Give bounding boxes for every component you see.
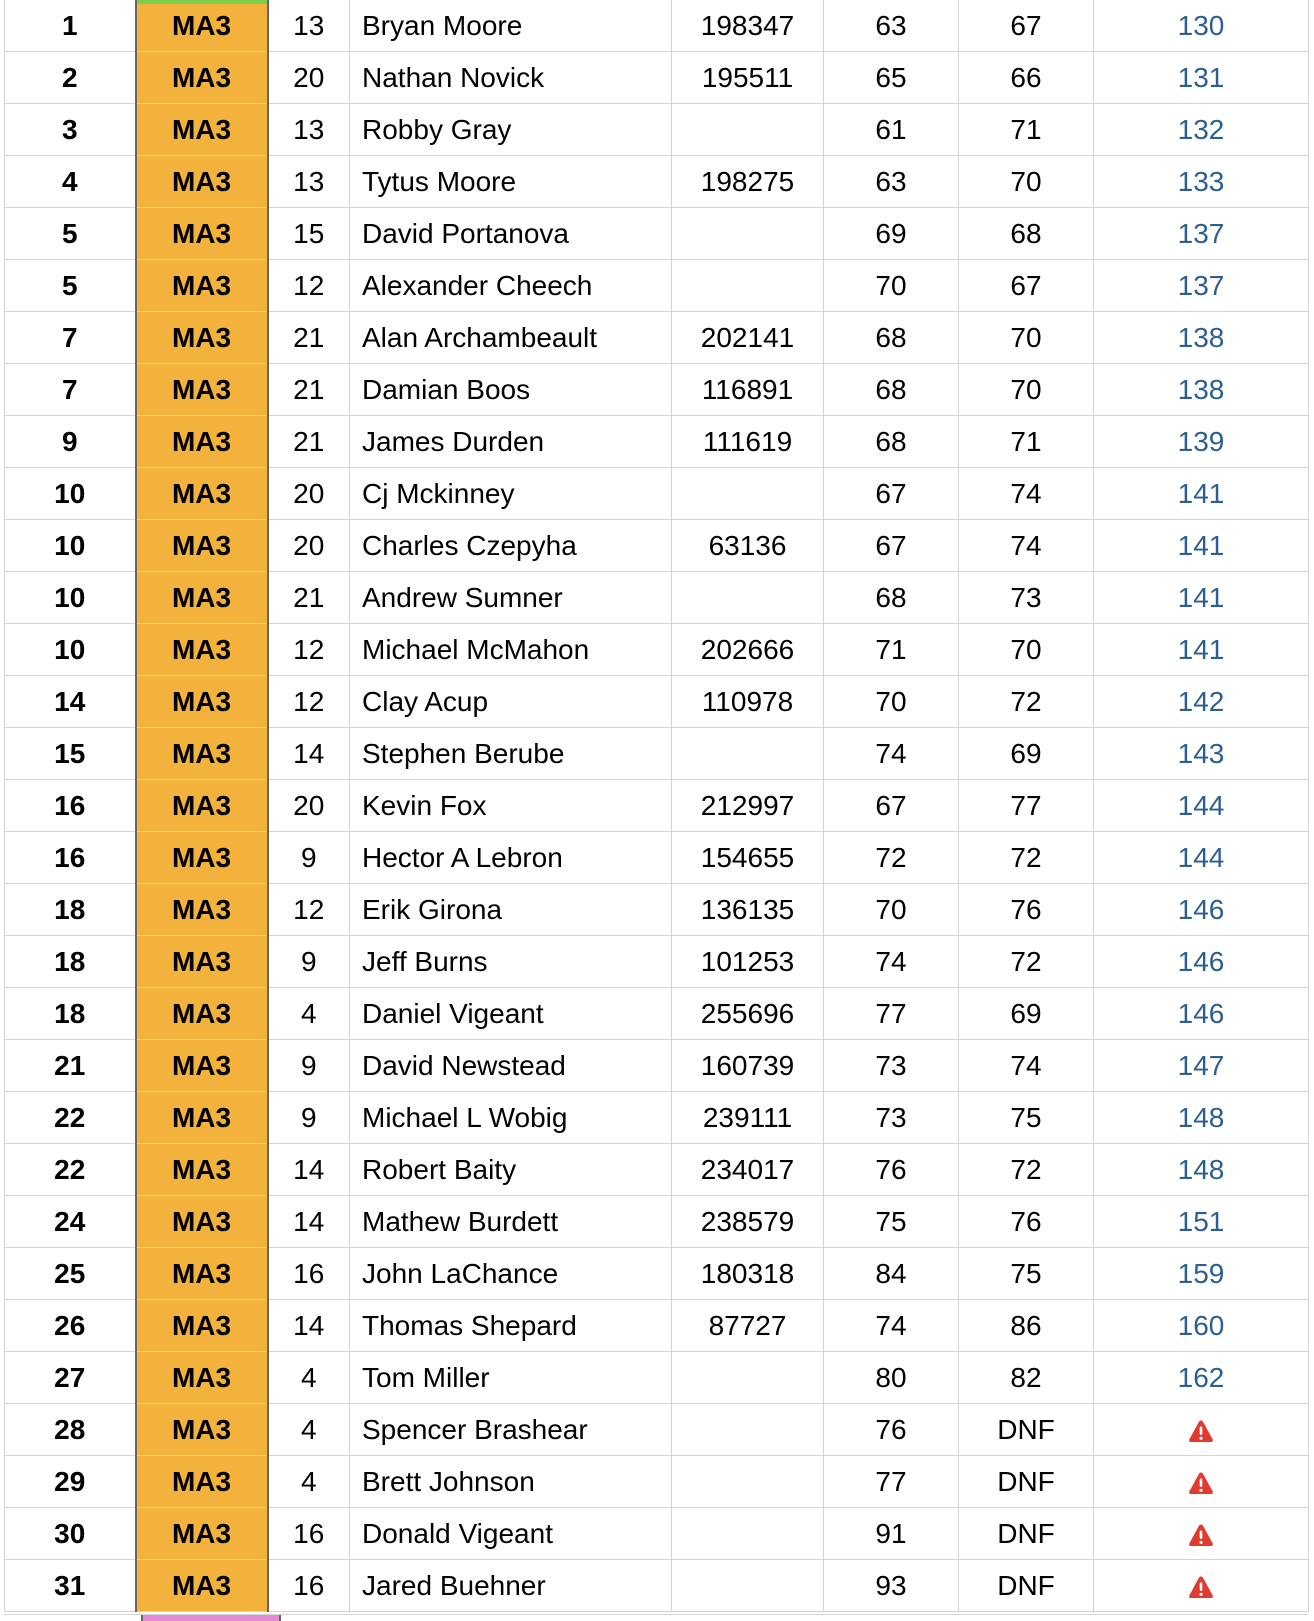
division-cell[interactable]: MA3 (136, 260, 268, 312)
round-1-score-cell[interactable]: 93 (824, 1560, 959, 1612)
rating-cell[interactable]: 13 (268, 156, 350, 208)
place-cell[interactable]: 22 (5, 1092, 136, 1144)
rating-cell[interactable]: 12 (268, 624, 350, 676)
round-2-score-cell[interactable]: 70 (959, 156, 1094, 208)
rating-cell[interactable]: 14 (268, 1300, 350, 1352)
pdga-number-cell[interactable] (672, 728, 824, 780)
round-2-score-cell[interactable]: 71 (959, 416, 1094, 468)
round-1-score-cell[interactable]: 73 (824, 1092, 959, 1144)
pdga-number-cell[interactable]: 255696 (672, 988, 824, 1040)
table-row[interactable] (5, 1456, 1309, 1508)
rating-cell[interactable]: 12 (268, 260, 350, 312)
place-cell[interactable]: 4 (5, 156, 136, 208)
table-row[interactable] (5, 1040, 1309, 1092)
round-2-score-cell[interactable]: 70 (959, 364, 1094, 416)
player-name-cell[interactable]: Damian Boos (350, 364, 672, 416)
total-score-cell[interactable]: 141 (1094, 468, 1309, 520)
round-1-score-cell[interactable]: 72 (824, 832, 959, 884)
rating-cell[interactable]: 12 (268, 884, 350, 936)
total-score-cell[interactable]: 138 (1094, 364, 1309, 416)
division-cell[interactable]: MA3 (136, 104, 268, 156)
round-1-score-cell[interactable]: 63 (824, 156, 959, 208)
player-name-cell[interactable]: Robby Gray (350, 104, 672, 156)
pdga-number-cell[interactable] (672, 1404, 824, 1456)
pdga-number-cell[interactable]: 239111 (672, 1092, 824, 1144)
division-cell[interactable]: MA3 (136, 0, 268, 52)
round-1-score-cell[interactable]: 65 (824, 52, 959, 104)
round-2-score-cell[interactable]: 70 (959, 624, 1094, 676)
division-cell[interactable]: MA3 (136, 624, 268, 676)
round-2-score-cell[interactable]: 72 (959, 936, 1094, 988)
table-row[interactable] (5, 364, 1309, 416)
place-cell[interactable]: 5 (5, 260, 136, 312)
place-cell[interactable]: 24 (5, 1196, 136, 1248)
player-name-cell[interactable]: Michael L Wobig (350, 1092, 672, 1144)
total-score-cell[interactable]: 142 (1094, 676, 1309, 728)
total-score-cell[interactable]: 147 (1094, 1040, 1309, 1092)
round-2-score-cell[interactable]: 86 (959, 1300, 1094, 1352)
total-score-cell[interactable]: 141 (1094, 572, 1309, 624)
total-score-cell[interactable]: 138 (1094, 312, 1309, 364)
table-row[interactable] (5, 260, 1309, 312)
rating-cell[interactable]: 4 (268, 988, 350, 1040)
round-1-score-cell[interactable]: 71 (824, 624, 959, 676)
player-name-cell[interactable]: Alan Archambeault (350, 312, 672, 364)
place-cell[interactable]: 14 (5, 676, 136, 728)
rating-cell[interactable]: 20 (268, 520, 350, 572)
rating-cell[interactable]: 20 (268, 52, 350, 104)
round-2-score-cell[interactable]: 70 (959, 312, 1094, 364)
round-1-score-cell[interactable]: 70 (824, 884, 959, 936)
table-row[interactable] (5, 1352, 1309, 1404)
round-2-score-cell[interactable]: 67 (959, 0, 1094, 52)
place-cell[interactable]: 18 (5, 988, 136, 1040)
place-cell[interactable]: 16 (5, 780, 136, 832)
round-2-score-cell[interactable]: 69 (959, 988, 1094, 1040)
place-cell[interactable]: 29 (5, 1456, 136, 1508)
division-cell[interactable]: MA3 (136, 780, 268, 832)
division-cell[interactable]: MA3 (136, 1456, 268, 1508)
round-2-score-cell[interactable]: 66 (959, 52, 1094, 104)
round-2-score-cell[interactable]: 67 (959, 260, 1094, 312)
total-score-cell[interactable]: 144 (1094, 832, 1309, 884)
round-1-score-cell[interactable]: 76 (824, 1144, 959, 1196)
total-score-cell[interactable] (1094, 1456, 1309, 1508)
division-cell[interactable]: MA3 (136, 156, 268, 208)
place-cell[interactable]: 10 (5, 520, 136, 572)
pdga-number-cell[interactable]: 154655 (672, 832, 824, 884)
table-row[interactable] (5, 1300, 1309, 1352)
player-name-cell[interactable]: Clay Acup (350, 676, 672, 728)
rating-cell[interactable]: 4 (268, 1456, 350, 1508)
table-row[interactable] (5, 416, 1309, 468)
total-score-cell[interactable]: 151 (1094, 1196, 1309, 1248)
place-cell[interactable]: 27 (5, 1352, 136, 1404)
round-2-score-cell[interactable]: 76 (959, 1196, 1094, 1248)
round-1-score-cell[interactable]: 74 (824, 728, 959, 780)
pdga-number-cell[interactable] (672, 1456, 824, 1508)
pdga-number-cell[interactable]: 195511 (672, 52, 824, 104)
place-cell[interactable]: 10 (5, 572, 136, 624)
player-name-cell[interactable]: John LaChance (350, 1248, 672, 1300)
rating-cell[interactable]: 12 (268, 676, 350, 728)
rating-cell[interactable]: 9 (268, 832, 350, 884)
pdga-number-cell[interactable]: 63136 (672, 520, 824, 572)
table-row[interactable] (5, 624, 1309, 676)
player-name-cell[interactable]: Bryan Moore (350, 0, 672, 52)
total-score-cell[interactable]: 162 (1094, 1352, 1309, 1404)
round-1-score-cell[interactable]: 84 (824, 1248, 959, 1300)
warning-triangle-icon[interactable] (1188, 1523, 1214, 1547)
division-cell[interactable]: MA3 (136, 1196, 268, 1248)
round-1-score-cell[interactable]: 61 (824, 104, 959, 156)
pdga-number-cell[interactable] (672, 1352, 824, 1404)
round-2-score-cell[interactable]: DNF (959, 1560, 1094, 1612)
table-row[interactable] (5, 884, 1309, 936)
pdga-number-cell[interactable]: 234017 (672, 1144, 824, 1196)
player-name-cell[interactable]: Kevin Fox (350, 780, 672, 832)
total-score-cell[interactable] (1094, 1560, 1309, 1612)
division-cell[interactable]: MA3 (136, 1352, 268, 1404)
division-cell[interactable]: MA3 (136, 208, 268, 260)
place-cell[interactable]: 15 (5, 728, 136, 780)
division-cell[interactable]: MA3 (136, 884, 268, 936)
round-2-score-cell[interactable]: DNF (959, 1508, 1094, 1560)
total-score-cell[interactable]: 160 (1094, 1300, 1309, 1352)
place-cell[interactable]: 18 (5, 936, 136, 988)
player-name-cell[interactable]: Hector A Lebron (350, 832, 672, 884)
player-name-cell[interactable]: Erik Girona (350, 884, 672, 936)
pdga-number-cell[interactable]: 212997 (672, 780, 824, 832)
pdga-number-cell[interactable]: 238579 (672, 1196, 824, 1248)
round-2-score-cell[interactable]: 72 (959, 676, 1094, 728)
total-score-cell[interactable]: 146 (1094, 936, 1309, 988)
round-2-score-cell[interactable]: 72 (959, 832, 1094, 884)
place-cell[interactable]: 31 (5, 1560, 136, 1612)
table-row[interactable] (5, 0, 1309, 52)
division-cell[interactable]: MA3 (136, 1508, 268, 1560)
rating-cell[interactable]: 14 (268, 728, 350, 780)
player-name-cell[interactable]: Nathan Novick (350, 52, 672, 104)
total-score-cell[interactable]: 143 (1094, 728, 1309, 780)
player-name-cell[interactable]: Robert Baity (350, 1144, 672, 1196)
rating-cell[interactable]: 16 (268, 1248, 350, 1300)
warning-triangle-icon[interactable] (1188, 1419, 1214, 1443)
place-cell[interactable]: 18 (5, 884, 136, 936)
rating-cell[interactable]: 9 (268, 1040, 350, 1092)
pdga-number-cell[interactable]: 101253 (672, 936, 824, 988)
player-name-cell[interactable]: Mathew Burdett (350, 1196, 672, 1248)
table-row[interactable] (5, 520, 1309, 572)
division-cell[interactable]: MA3 (136, 1560, 268, 1612)
player-name-cell[interactable]: James Durden (350, 416, 672, 468)
pdga-number-cell[interactable]: 198347 (672, 0, 824, 52)
round-2-score-cell[interactable]: 75 (959, 1248, 1094, 1300)
rating-cell[interactable]: 15 (268, 208, 350, 260)
next-division-cell-edge (141, 1615, 281, 1621)
pdga-number-cell[interactable]: 198275 (672, 156, 824, 208)
pdga-number-cell[interactable] (672, 104, 824, 156)
pdga-number-cell[interactable]: 160739 (672, 1040, 824, 1092)
table-row[interactable] (5, 312, 1309, 364)
rating-cell[interactable]: 9 (268, 1092, 350, 1144)
rating-cell[interactable]: 9 (268, 936, 350, 988)
place-cell[interactable]: 30 (5, 1508, 136, 1560)
round-1-score-cell[interactable]: 77 (824, 1456, 959, 1508)
round-1-score-cell[interactable]: 80 (824, 1352, 959, 1404)
table-row[interactable] (5, 1092, 1309, 1144)
pdga-number-cell[interactable] (672, 572, 824, 624)
round-1-score-cell[interactable]: 68 (824, 416, 959, 468)
pdga-number-cell[interactable]: 116891 (672, 364, 824, 416)
rating-cell[interactable]: 4 (268, 1404, 350, 1456)
round-2-score-cell[interactable]: 69 (959, 728, 1094, 780)
total-score-cell[interactable]: 130 (1094, 0, 1309, 52)
division-cell[interactable]: MA3 (136, 52, 268, 104)
total-score-cell[interactable]: 141 (1094, 520, 1309, 572)
round-2-score-cell[interactable]: 75 (959, 1092, 1094, 1144)
division-cell[interactable]: MA3 (136, 1300, 268, 1352)
rating-cell[interactable]: 4 (268, 1352, 350, 1404)
results-table (4, 0, 1309, 1612)
round-2-score-cell[interactable]: 72 (959, 1144, 1094, 1196)
player-name-cell[interactable]: Tytus Moore (350, 156, 672, 208)
table-row[interactable] (5, 1144, 1309, 1196)
place-cell[interactable]: 7 (5, 312, 136, 364)
place-cell[interactable]: 9 (5, 416, 136, 468)
division-cell[interactable]: MA3 (136, 312, 268, 364)
total-score-cell[interactable]: 132 (1094, 104, 1309, 156)
division-cell[interactable]: MA3 (136, 832, 268, 884)
pdga-number-cell[interactable] (672, 468, 824, 520)
rating-cell[interactable]: 14 (268, 1196, 350, 1248)
round-1-score-cell[interactable]: 68 (824, 364, 959, 416)
round-1-score-cell[interactable]: 63 (824, 0, 959, 52)
total-score-cell[interactable]: 148 (1094, 1092, 1309, 1144)
table-row[interactable] (5, 208, 1309, 260)
table-row[interactable] (5, 104, 1309, 156)
total-score-cell[interactable]: 139 (1094, 416, 1309, 468)
table-row[interactable] (5, 468, 1309, 520)
player-name-cell[interactable]: Alexander Cheech (350, 260, 672, 312)
division-cell[interactable]: MA3 (136, 468, 268, 520)
rating-cell[interactable]: 20 (268, 468, 350, 520)
division-cell[interactable]: MA3 (136, 1404, 268, 1456)
player-name-cell[interactable]: Charles Czepyha (350, 520, 672, 572)
rating-cell[interactable]: 20 (268, 780, 350, 832)
place-cell[interactable]: 5 (5, 208, 136, 260)
table-row[interactable] (5, 780, 1309, 832)
player-name-cell[interactable]: Tom Miller (350, 1352, 672, 1404)
round-1-score-cell[interactable]: 70 (824, 676, 959, 728)
player-name-cell[interactable]: Jeff Burns (350, 936, 672, 988)
place-cell[interactable]: 22 (5, 1144, 136, 1196)
division-cell[interactable]: MA3 (136, 1092, 268, 1144)
round-1-score-cell[interactable]: 74 (824, 1300, 959, 1352)
player-name-cell[interactable]: Jared Buehner (350, 1560, 672, 1612)
round-2-score-cell[interactable]: 74 (959, 520, 1094, 572)
table-row[interactable] (5, 676, 1309, 728)
round-2-score-cell[interactable]: 74 (959, 1040, 1094, 1092)
pdga-number-cell[interactable] (672, 1560, 824, 1612)
player-name-cell[interactable]: Cj Mckinney (350, 468, 672, 520)
pdga-number-cell[interactable]: 180318 (672, 1248, 824, 1300)
rating-cell[interactable]: 21 (268, 364, 350, 416)
table-row[interactable] (5, 52, 1309, 104)
pdga-number-cell[interactable]: 111619 (672, 416, 824, 468)
total-score-cell[interactable]: 159 (1094, 1248, 1309, 1300)
player-name-cell[interactable]: Andrew Sumner (350, 572, 672, 624)
player-name-cell[interactable]: Donald Vigeant (350, 1508, 672, 1560)
round-1-score-cell[interactable]: 77 (824, 988, 959, 1040)
pdga-number-cell[interactable]: 110978 (672, 676, 824, 728)
rating-cell[interactable]: 16 (268, 1508, 350, 1560)
division-cell[interactable]: MA3 (136, 988, 268, 1040)
total-score-cell[interactable]: 146 (1094, 988, 1309, 1040)
round-2-score-cell[interactable]: DNF (959, 1456, 1094, 1508)
division-cell[interactable]: MA3 (136, 1040, 268, 1092)
rating-cell[interactable]: 21 (268, 312, 350, 364)
place-cell[interactable]: 28 (5, 1404, 136, 1456)
round-2-score-cell[interactable]: 68 (959, 208, 1094, 260)
round-1-score-cell[interactable]: 68 (824, 312, 959, 364)
division-cell[interactable]: MA3 (136, 1248, 268, 1300)
place-cell[interactable]: 7 (5, 364, 136, 416)
round-2-score-cell[interactable]: 74 (959, 468, 1094, 520)
table-row[interactable] (5, 1508, 1309, 1560)
place-cell[interactable]: 16 (5, 832, 136, 884)
place-cell[interactable]: 3 (5, 104, 136, 156)
place-cell[interactable]: 10 (5, 624, 136, 676)
total-score-cell[interactable]: 137 (1094, 208, 1309, 260)
player-name-cell[interactable]: Michael McMahon (350, 624, 672, 676)
rating-cell[interactable]: 21 (268, 572, 350, 624)
round-2-score-cell[interactable]: 77 (959, 780, 1094, 832)
round-1-score-cell[interactable]: 67 (824, 468, 959, 520)
total-score-cell[interactable]: 133 (1094, 156, 1309, 208)
rating-cell[interactable]: 21 (268, 416, 350, 468)
rating-cell[interactable]: 13 (268, 104, 350, 156)
total-score-cell[interactable]: 146 (1094, 884, 1309, 936)
division-cell[interactable]: MA3 (136, 1144, 268, 1196)
table-row[interactable] (5, 728, 1309, 780)
pdga-number-cell[interactable]: 87727 (672, 1300, 824, 1352)
round-1-score-cell[interactable]: 68 (824, 572, 959, 624)
pdga-number-cell[interactable]: 202141 (672, 312, 824, 364)
rating-cell[interactable]: 16 (268, 1560, 350, 1612)
total-score-cell[interactable]: 137 (1094, 260, 1309, 312)
pdga-number-cell[interactable] (672, 1508, 824, 1560)
round-2-score-cell[interactable]: DNF (959, 1404, 1094, 1456)
division-cell[interactable]: MA3 (136, 364, 268, 416)
warning-triangle-icon[interactable] (1188, 1471, 1214, 1495)
total-score-cell[interactable]: 131 (1094, 52, 1309, 104)
division-cell[interactable]: MA3 (136, 520, 268, 572)
place-cell[interactable]: 26 (5, 1300, 136, 1352)
round-2-score-cell[interactable]: 82 (959, 1352, 1094, 1404)
pdga-number-cell[interactable]: 136135 (672, 884, 824, 936)
player-name-cell[interactable]: Daniel Vigeant (350, 988, 672, 1040)
round-1-score-cell[interactable]: 69 (824, 208, 959, 260)
division-cell[interactable]: MA3 (136, 676, 268, 728)
table-row[interactable] (5, 1196, 1309, 1248)
place-cell[interactable]: 21 (5, 1040, 136, 1092)
round-1-score-cell[interactable]: 74 (824, 936, 959, 988)
round-2-score-cell[interactable]: 71 (959, 104, 1094, 156)
total-score-cell[interactable]: 148 (1094, 1144, 1309, 1196)
table-row[interactable] (5, 936, 1309, 988)
round-1-score-cell[interactable]: 91 (824, 1508, 959, 1560)
division-cell[interactable]: MA3 (136, 728, 268, 780)
player-name-cell[interactable]: Thomas Shepard (350, 1300, 672, 1352)
results-table-body (5, 0, 1309, 1612)
round-1-score-cell[interactable]: 76 (824, 1404, 959, 1456)
rating-cell[interactable]: 13 (268, 0, 350, 52)
warning-triangle-icon[interactable] (1188, 1575, 1214, 1599)
table-row[interactable] (5, 156, 1309, 208)
round-1-score-cell[interactable]: 75 (824, 1196, 959, 1248)
table-row[interactable] (5, 1404, 1309, 1456)
place-cell[interactable]: 1 (5, 0, 136, 52)
player-name-cell[interactable]: Stephen Berube (350, 728, 672, 780)
table-row[interactable] (5, 572, 1309, 624)
round-1-score-cell[interactable]: 70 (824, 260, 959, 312)
place-cell[interactable]: 10 (5, 468, 136, 520)
table-row[interactable] (5, 988, 1309, 1040)
total-score-cell[interactable] (1094, 1508, 1309, 1560)
pdga-number-cell[interactable]: 202666 (672, 624, 824, 676)
table-row[interactable] (5, 1248, 1309, 1300)
rating-cell[interactable]: 14 (268, 1144, 350, 1196)
pdga-number-cell[interactable] (672, 208, 824, 260)
player-name-cell[interactable]: Brett Johnson (350, 1456, 672, 1508)
round-1-score-cell[interactable]: 67 (824, 520, 959, 572)
pdga-number-cell[interactable] (672, 260, 824, 312)
total-score-cell[interactable] (1094, 1404, 1309, 1456)
division-cell[interactable]: MA3 (136, 572, 268, 624)
total-score-cell[interactable]: 141 (1094, 624, 1309, 676)
player-name-cell[interactable]: Spencer Brashear (350, 1404, 672, 1456)
player-name-cell[interactable]: David Newstead (350, 1040, 672, 1092)
table-row[interactable] (5, 1560, 1309, 1612)
round-1-score-cell[interactable]: 67 (824, 780, 959, 832)
round-2-score-cell[interactable]: 73 (959, 572, 1094, 624)
division-cell[interactable]: MA3 (136, 416, 268, 468)
place-cell[interactable]: 25 (5, 1248, 136, 1300)
division-cell[interactable]: MA3 (136, 936, 268, 988)
round-2-score-cell[interactable]: 76 (959, 884, 1094, 936)
round-1-score-cell[interactable]: 73 (824, 1040, 959, 1092)
player-name-cell[interactable]: David Portanova (350, 208, 672, 260)
table-row[interactable] (5, 832, 1309, 884)
total-score-cell[interactable]: 144 (1094, 780, 1309, 832)
place-cell[interactable]: 2 (5, 52, 136, 104)
